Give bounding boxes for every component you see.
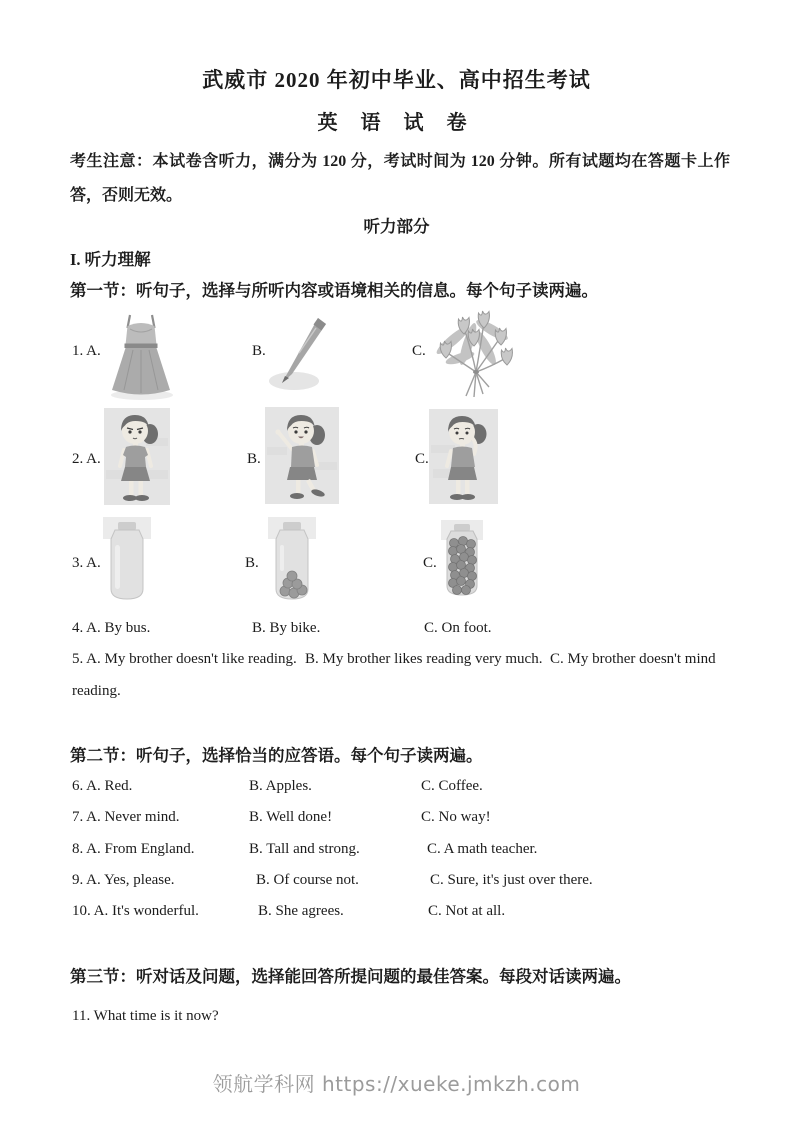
question-11-text: 11. What time is it now?	[72, 1008, 219, 1024]
section1-instruction: 第一节：听句子，选择与所听内容或语境相关的信息。每个句子读两遍。	[70, 281, 598, 300]
jar-few-balls-image	[268, 517, 316, 603]
question-7-option-a: 7. A. Never mind.	[72, 809, 180, 825]
question-10-line	[0, 903, 793, 923]
question-8-option-b: B. Tall and strong.	[249, 841, 360, 857]
question-3-picture-row	[0, 517, 793, 607]
dress-image	[106, 313, 176, 401]
question-6-option-b: B. Apples.	[249, 778, 312, 794]
girl-standing-image	[104, 408, 170, 505]
question-1-picture-row	[0, 310, 793, 406]
question-8-option-c: C. A math teacher.	[427, 841, 538, 857]
girl-shy-image	[429, 409, 498, 504]
section3-instruction: 第三节：听对话及问题，选择能回答所提问题的最佳答案。每段对话读两遍。	[70, 967, 631, 986]
question-3-option-c-label: C.	[423, 555, 437, 571]
question-10-option-a: 10. A. It's wonderful.	[72, 903, 199, 919]
pen-image	[267, 315, 335, 395]
exam-title: 武威市 2020 年初中毕业、高中招生考试	[202, 68, 591, 92]
question-3-option-b-label: B.	[245, 555, 259, 571]
candidate-notice: 考生注意：本试卷含听力，满分为 120 分，考试时间为 120 分钟。所有试题均在答题卡上作答，否则无效。	[70, 153, 730, 204]
question-9-line	[0, 872, 793, 892]
jar-empty-image	[103, 517, 151, 603]
question-4-line	[0, 620, 793, 640]
question-4-option-b: B. By bike.	[252, 620, 321, 636]
section2-instruction: 第二节：听句子，选择恰当的应答语。每个句子读两遍。	[70, 746, 483, 765]
question-6-option-a: 6. A. Red.	[72, 778, 133, 794]
question-4-option-c: C. On foot.	[424, 620, 492, 636]
question-5-line	[0, 651, 793, 671]
flower-bouquet-image	[426, 310, 518, 400]
question-8-line	[0, 841, 793, 861]
question-10-option-c: C. Not at all.	[428, 903, 506, 919]
question-9-option-c: C. Sure, it's just over there.	[430, 872, 593, 888]
question-5-option-c: C. My brother doesn't mind	[550, 651, 716, 667]
question-7-option-b: B. Well done!	[249, 809, 333, 825]
question-1-option-a-label: 1. A.	[72, 343, 101, 359]
question-2-option-c-label: C.	[415, 451, 429, 467]
question-1-option-b-label: B.	[252, 343, 266, 359]
question-2-option-a-label: 2. A.	[72, 451, 101, 467]
question-5-option-b: B. My brother likes reading very much.	[305, 651, 543, 667]
question-7-option-c: C. No way!	[421, 809, 491, 825]
question-3-option-a-label: 3. A.	[72, 555, 101, 571]
question-2-picture-row	[0, 407, 793, 507]
question-8-option-a: 8. A. From England.	[72, 841, 195, 857]
jar-full-of-balls-image	[441, 520, 483, 600]
question-2-option-b-label: B.	[247, 451, 261, 467]
section1-heading: I. 听力理解	[70, 250, 151, 269]
listening-part-title: 听力部分	[363, 217, 430, 236]
exam-subtitle: 英 语 试 卷	[317, 112, 476, 134]
girl-waving-image	[265, 407, 339, 504]
question-1-option-c-label: C.	[412, 343, 426, 359]
question-5-option-a: 5. A. My brother doesn't like reading.	[72, 651, 297, 667]
question-6-line	[0, 778, 793, 798]
watermark-footer: 领航学科网 https://xueke.jmkzh.com	[212, 1072, 581, 1096]
question-9-option-a: 9. A. Yes, please.	[72, 872, 175, 888]
question-9-option-b: B. Of course not.	[256, 872, 359, 888]
question-10-option-b: B. She agrees.	[258, 903, 344, 919]
question-5-continuation: reading.	[72, 683, 121, 699]
question-6-option-c: C. Coffee.	[421, 778, 483, 794]
question-4-option-a: 4. A. By bus.	[72, 620, 151, 636]
question-7-line	[0, 809, 793, 829]
